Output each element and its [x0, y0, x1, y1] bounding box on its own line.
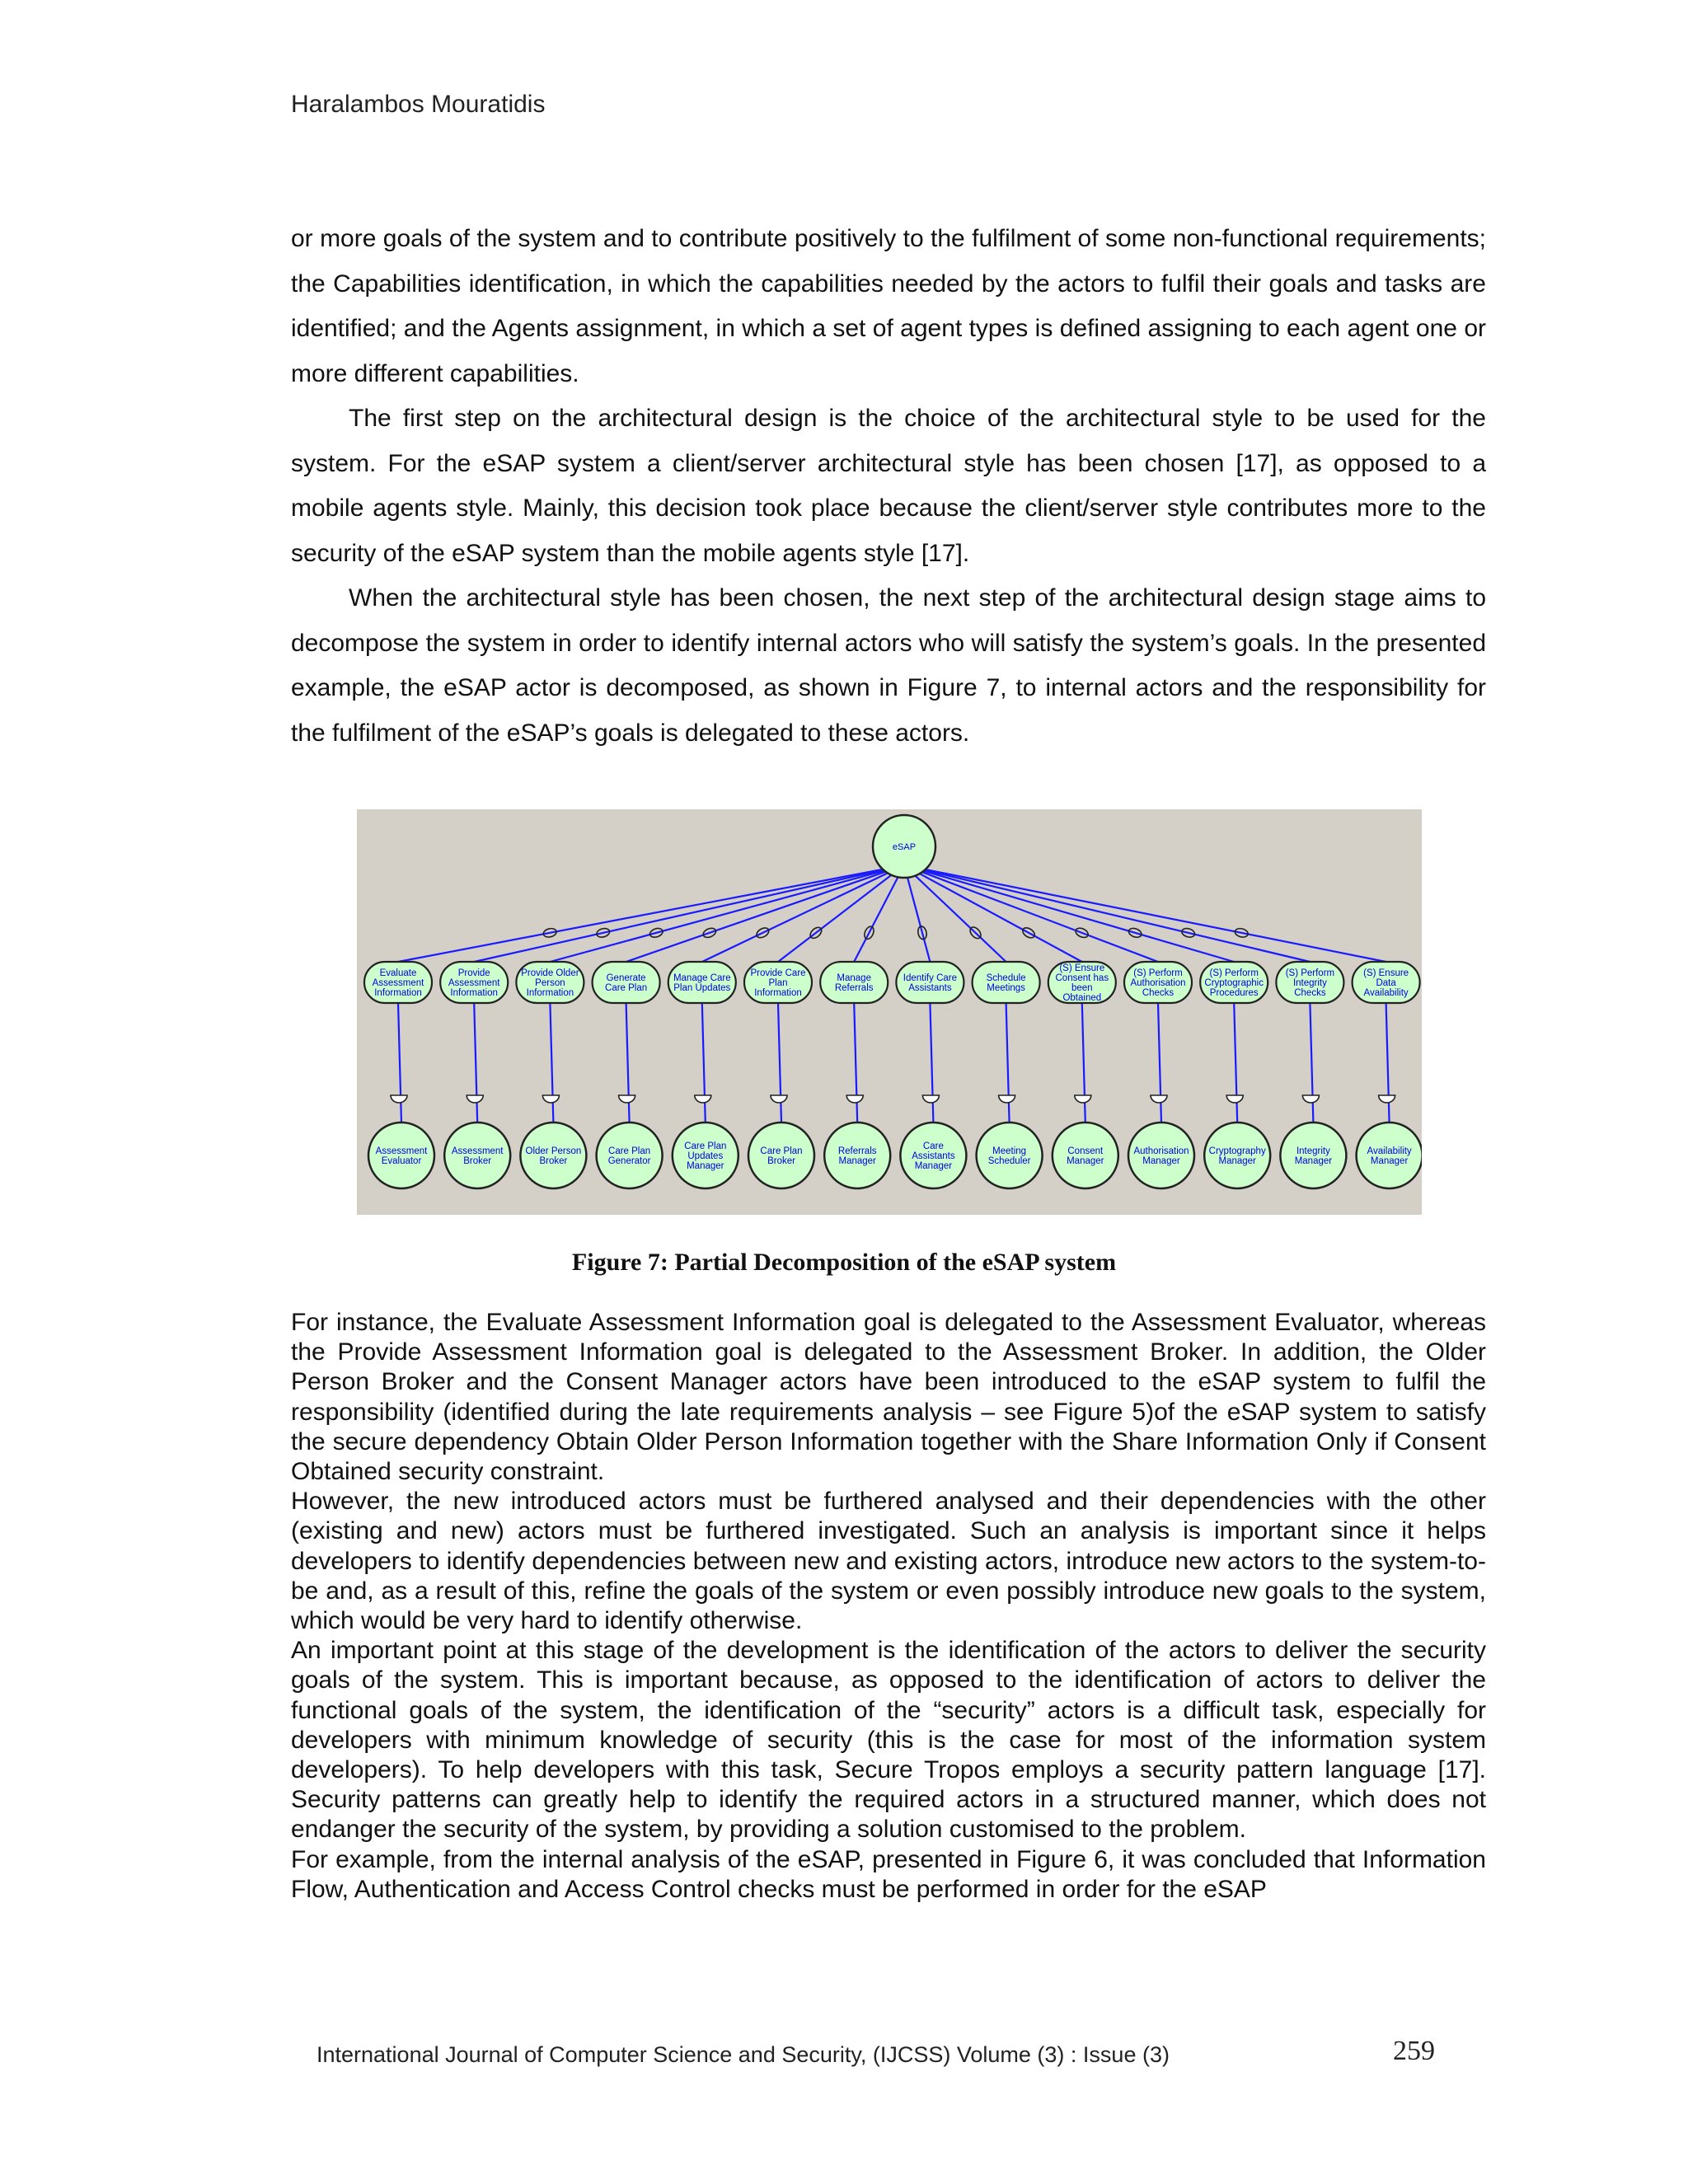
dependency-marker [922, 1095, 939, 1103]
link-goal-actor [550, 1003, 553, 1122]
link-goal-actor [398, 1003, 401, 1122]
paragraph: or more goals of the system and to contribute positively to the fulfilment of some non-functional requirements; the Capabilities identification, in which the capabilities needed by the actors to fulfil their goals and tasks are identified; and the Agents assignment, in which a set of agent types is defined assigning to each agent one or more different capabilities. [291, 225, 1486, 387]
link-root-goal [398, 865, 904, 962]
paragraph: For instance, the Evaluate Assessment Information goal is delegated to the Assessment Evaluator, whereas the Provide Assessment Information goal is delegated to the Assessment Broker. In addition, the Older Person Broker and the Consent Manager actors have been introduced to the eSAP system to fulfil the responsibility (identified during the late requirements analysis – see Figure 5)of the eSAP system to satisfy the secure dependency Obtain Older Person Information together with the Share Information Only if Consent Obtained security constraint. [291, 1309, 1486, 1486]
link-goal-actor [1006, 1003, 1010, 1122]
link-goal-actor [702, 1003, 706, 1122]
body-text-bottom [291, 1308, 1486, 1905]
goal-node-label: Evaluate Assessment Information [372, 968, 424, 999]
goal-node-label: Provide Older Person Information [521, 968, 579, 999]
link-root-goal [702, 865, 904, 962]
link-goal-actor [1386, 1003, 1390, 1122]
actor-node-label: Older Person Broker [525, 1146, 582, 1167]
goal-node-label: (S) Ensure Consent has been Obtained [1055, 963, 1109, 1004]
actor-node-label: Assessment Broker [451, 1146, 504, 1167]
goal-node-label: Provide Care Plan Information [750, 968, 806, 999]
paragraph: However, the new introduced actors must be furthered analysed and their dependencies with the other (existing and new) actors must be furthered investigated. Such an analysis is important since it helps developers to identify dependencies between new and existing actors, introduce new actors to the system-to-be and, as a result of this, refine the goals of the system or even possibly introduce new goals to the system, which would be very hard to identify otherwise. [291, 1488, 1486, 1635]
actor-node-label: Care Plan Updates Manager [684, 1141, 727, 1172]
dependency-marker [1151, 1095, 1167, 1103]
link-goal-actor [1158, 1003, 1161, 1122]
actor-node-label: Care Plan Generator [607, 1146, 651, 1167]
actor-node-label: Meeting Scheduler [987, 1146, 1031, 1167]
link-goal-actor [930, 1003, 933, 1122]
goal-node-label: (S) Perform Cryptographic Procedures [1204, 968, 1264, 999]
dependency-marker [846, 1095, 863, 1103]
paragraph: For example, from the internal analysis of the eSAP, presented in Figure 6, it was concluded that Information Flow, Authentication and Access Control checks must be performed in order for the eSAP [291, 1845, 1486, 1903]
dependency-marker [391, 1095, 407, 1103]
dependency-marker [1302, 1095, 1319, 1103]
goal-node-label: Manage Care Plan Updates [673, 972, 731, 994]
link-goal-actor [854, 1003, 857, 1122]
paragraph: When the architectural style has been chosen, the next step of the architectural design stage aims to decompose the system in order to identify internal actors who will satisfy the system’s goals. In the presented example, the eSAP actor is decomposed, as shown in Figure 7, to internal actors and the responsibility for the fulfilment of the eSAP’s goals is delegated to these actors. [291, 584, 1486, 747]
actor-node-label: Care Assistants Manager [912, 1141, 955, 1172]
actor-node-label: Referrals Manager [837, 1146, 877, 1167]
dependency-marker [999, 1095, 1015, 1103]
figure-7-diagram [357, 809, 1422, 1215]
dependency-marker [619, 1095, 635, 1103]
goal-node-label: Generate Care Plan [605, 972, 648, 994]
goal-node-label: Identify Care Assistants [903, 972, 958, 994]
goal-node-label: Schedule Meetings [986, 972, 1026, 994]
actor-node-label: Authorisation Manager [1133, 1146, 1189, 1167]
link-root-goal [550, 865, 904, 962]
goal-node-label: Provide Assessment Information [448, 968, 500, 999]
dependency-marker [1075, 1095, 1091, 1103]
body-text-top [291, 217, 1486, 756]
link-goal-actor [778, 1003, 781, 1122]
footer-journal: International Journal of Computer Science and Security, (IJCSS) Volume (3) : Issue (3) [316, 2042, 1170, 2067]
dependency-marker [542, 1095, 559, 1103]
link-root-goal [904, 865, 930, 962]
running-head-author: Haralambos Mouratidis [291, 91, 546, 118]
dependency-marker [771, 1095, 787, 1103]
goal-node-label: (S) Perform Integrity Checks [1285, 968, 1335, 999]
goal-node-label: (S) Ensure Data Availability [1363, 968, 1409, 999]
actor-esap-root-label: eSAP [892, 841, 917, 852]
link-goal-actor [1082, 1003, 1085, 1122]
link-root-goal [904, 865, 1310, 962]
goal-node-label: (S) Perform Authorisation Checks [1130, 968, 1186, 999]
goal-node-label: Manage Referrals [834, 972, 874, 994]
decomposition-diagram [357, 809, 1422, 1215]
link-root-goal [904, 865, 1082, 962]
paragraph: An important point at this stage of the development is the identification of the actors to deliver the security goals of the system. This is important because, as opposed to the identification of actors to deliver the functional goals of the system, the identification of the “security” actors is a difficult task, especially for developers with minimum knowledge of security (this is the case for most of the information system developers). To help developers with this task, Secure Tropos employs a security pattern language [17]. Security patterns can greatly help to identify the required actors in a structured manner, which does not endanger the security of the system, by providing a solution customised to the problem. [291, 1637, 1486, 1844]
dependency-marker [1379, 1095, 1395, 1103]
actor-node-label: Assessment Evaluator [375, 1146, 428, 1167]
actor-node-label: Cryptography Manager [1208, 1146, 1266, 1167]
figure-caption: Figure 7: Partial Decomposition of the eSAP system [571, 1249, 1117, 1276]
link-root-goal [904, 865, 1386, 962]
dependency-marker [467, 1095, 483, 1103]
actor-node-label: Care Plan Broker [760, 1146, 803, 1167]
link-goal-actor [474, 1003, 477, 1122]
link-goal-actor [626, 1003, 630, 1122]
actor-node-label: Consent Manager [1067, 1146, 1104, 1167]
actor-node-label: Availability Manager [1367, 1146, 1412, 1167]
paragraph: The first step on the architectural design is the choice of the architectural style to be used for the system. For the eSAP system a client/server architectural style has been chosen [17], as opposed to a mobile agents style. Mainly, this decision took place because the client/server style contributes more to the security of the eSAP system than the mobile agents style [17]. [291, 405, 1486, 567]
footer-page-number: 259 [1393, 2036, 1435, 2066]
actor-node-label: Integrity Manager [1294, 1146, 1333, 1167]
link-root-goal [904, 865, 1158, 962]
dependency-marker [1226, 1095, 1243, 1103]
link-goal-actor [1310, 1003, 1313, 1122]
link-goal-actor [1234, 1003, 1237, 1122]
link-root-goal [904, 865, 1234, 962]
dependency-marker [695, 1095, 711, 1103]
